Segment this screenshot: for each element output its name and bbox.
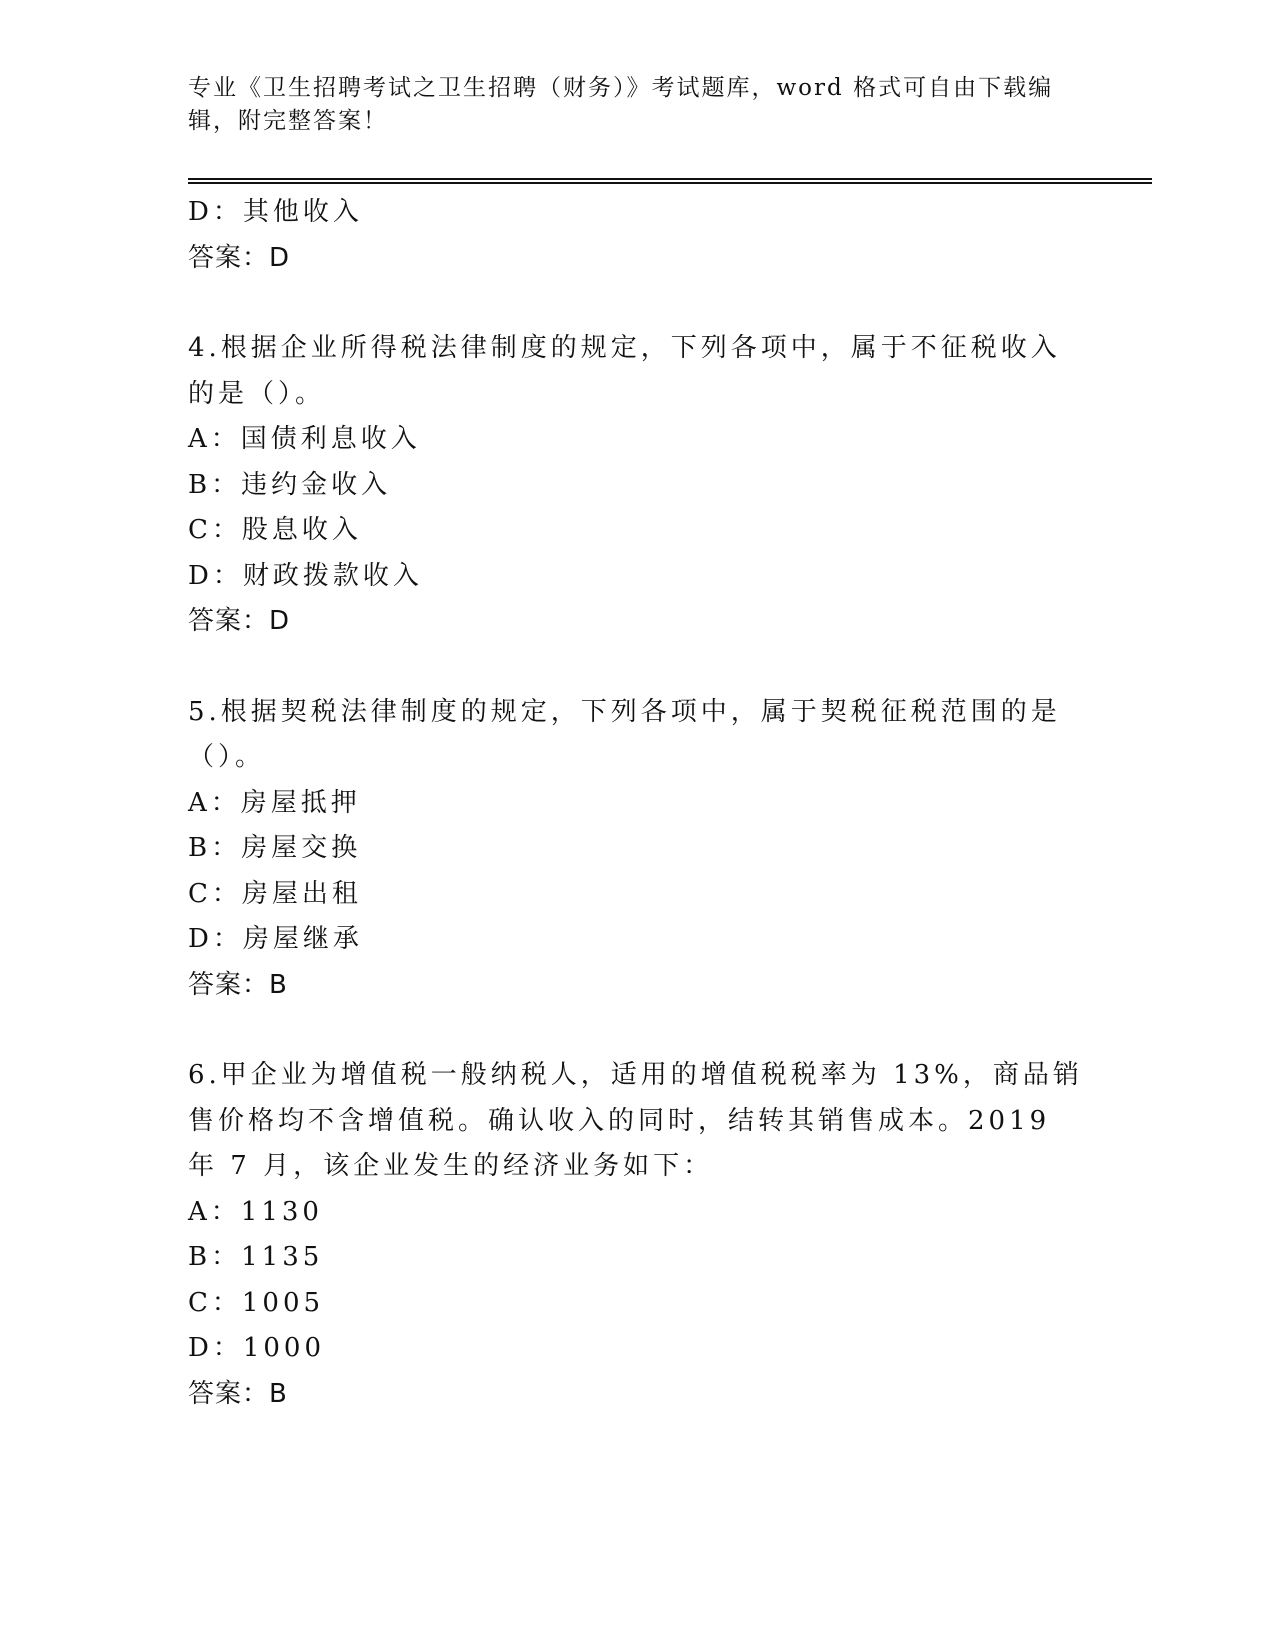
- answer: 答案：B: [188, 969, 288, 1000]
- option-d: D：财政拨款收入: [188, 560, 423, 591]
- option-d: D：房屋继承: [188, 924, 363, 954]
- answer: 答案：B: [188, 1378, 288, 1409]
- document-body: [188, 190, 1088, 1417]
- option-a: A：房屋抵押: [188, 787, 361, 818]
- answer: 答案：D: [188, 242, 291, 273]
- option-c: C：股息收入: [188, 515, 362, 545]
- option-c: C：1005: [188, 1287, 325, 1318]
- question-6: 6.甲企业为增值税一般纳税人，适用的增值税税率为 13%，商品销售价格均不含增值税。确认收入的同时，结转其销售成本。2019 年 7 月，该企业发生的经济业务如下：: [188, 1060, 1083, 1181]
- option-a: A：1130: [188, 1196, 323, 1227]
- question-4: 4.根据企业所得税法律制度的规定，下列各项中，属于不征税收入的是（）。: [188, 333, 1061, 409]
- option-b: B：违约金收入: [188, 469, 392, 500]
- option-d: D：1000: [188, 1333, 326, 1363]
- option-a: A：国债利息收入: [188, 424, 421, 454]
- header-divider: [188, 178, 1152, 180]
- option-b: B：房屋交换: [188, 833, 362, 863]
- option-c: C：房屋出租: [188, 878, 362, 909]
- header-divider: [188, 182, 1152, 184]
- document-header: 专业《卫生招聘考试之卫生招聘（财务）》考试题库，word 格式可自由下载编辑，附完整答案！: [188, 75, 1054, 134]
- option-b: B：1135: [188, 1242, 324, 1272]
- question-5: 5.根据契税法律制度的规定，下列各项中，属于契税征税范围的是（）。: [188, 696, 1061, 772]
- option-d: D：其他收入: [188, 197, 363, 227]
- answer: 答案：D: [188, 606, 291, 636]
